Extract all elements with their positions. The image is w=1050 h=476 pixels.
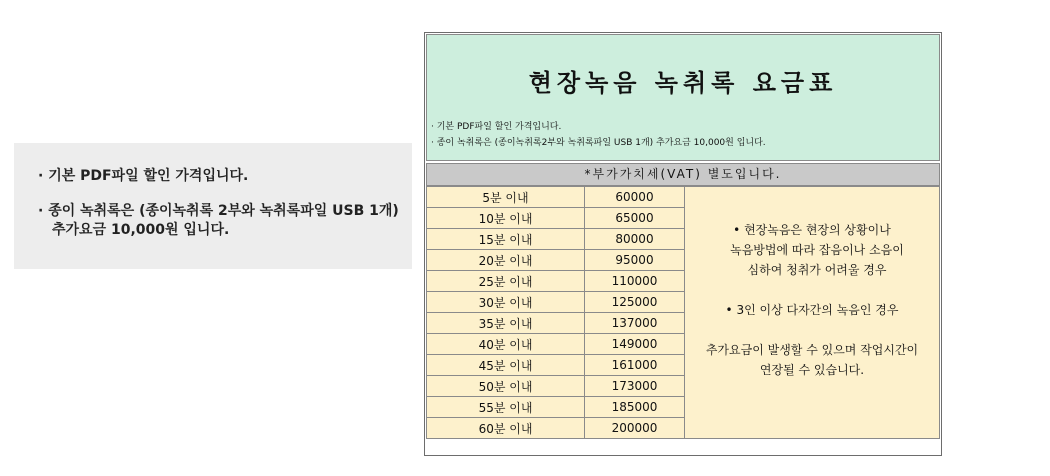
duration-cell: 20분 이내 (427, 250, 585, 271)
side-note-pdf-discount: · 기본 PDF파일 할인 가격입니다. (38, 168, 249, 184)
condition-noise-line1: • 현장녹음은 현장의 상황이나 (733, 223, 891, 237)
sheet-title: 현장녹음 녹취록 요금표 (528, 69, 838, 97)
table-row (427, 187, 940, 208)
price-sheet (424, 32, 942, 456)
condition-noise-line2: 녹음방법에 따라 잡음이나 소음이 (730, 243, 904, 257)
price-cell: 185000 (585, 397, 685, 418)
duration-cell: 10분 이내 (427, 208, 585, 229)
duration-cell: 25분 이내 (427, 271, 585, 292)
duration-cell: 50분 이내 (427, 376, 585, 397)
side-note-paper-line1: · 종이 녹취록은 (종이녹취록 2부와 녹취록파일 USB 1개) (38, 203, 399, 219)
price-cell: 65000 (585, 208, 685, 229)
price-cell: 173000 (585, 376, 685, 397)
side-note-paper-line2: 추가요금 10,000원 입니다. (52, 222, 230, 238)
vat-notice: *부가가치세(VAT) 별도입니다. (426, 163, 940, 186)
price-cell: 125000 (585, 292, 685, 313)
price-cell: 161000 (585, 355, 685, 376)
duration-cell: 30분 이내 (427, 292, 585, 313)
side-note-panel (14, 143, 412, 269)
price-cell: 137000 (585, 313, 685, 334)
condition-surcharge-line2: 연장될 수 있습니다. (759, 363, 865, 377)
price-cell: 60000 (585, 187, 685, 208)
duration-cell: 35분 이내 (427, 313, 585, 334)
extra-charge-conditions (685, 187, 940, 439)
duration-cell: 5분 이내 (427, 187, 585, 208)
duration-cell: 60분 이내 (427, 418, 585, 439)
duration-cell: 45분 이내 (427, 355, 585, 376)
header-note-paper: · 종이 녹취록은 (종이녹취록2부와 녹취록파일 USB 1개) 추가요금 10,000원 입니다. (431, 138, 766, 148)
condition-noise-line3: 심하여 청취가 어려울 경우 (747, 263, 887, 277)
price-cell: 80000 (585, 229, 685, 250)
sheet-header (426, 34, 940, 161)
price-cell: 200000 (585, 418, 685, 439)
price-cell: 110000 (585, 271, 685, 292)
duration-cell: 40분 이내 (427, 334, 585, 355)
rate-table (426, 186, 940, 439)
duration-cell: 55분 이내 (427, 397, 585, 418)
condition-multi-speaker: • 3인 이상 다자간의 녹음인 경우 (725, 303, 899, 317)
condition-surcharge-line1: 추가요금이 발생할 수 있으며 작업시간이 (705, 343, 919, 357)
duration-cell: 15분 이내 (427, 229, 585, 250)
side-note-paper-transcript (38, 202, 412, 240)
price-cell: 95000 (585, 250, 685, 271)
price-cell: 149000 (585, 334, 685, 355)
header-note-pdf: · 기본 PDF파일 할인 가격입니다. (431, 122, 562, 132)
